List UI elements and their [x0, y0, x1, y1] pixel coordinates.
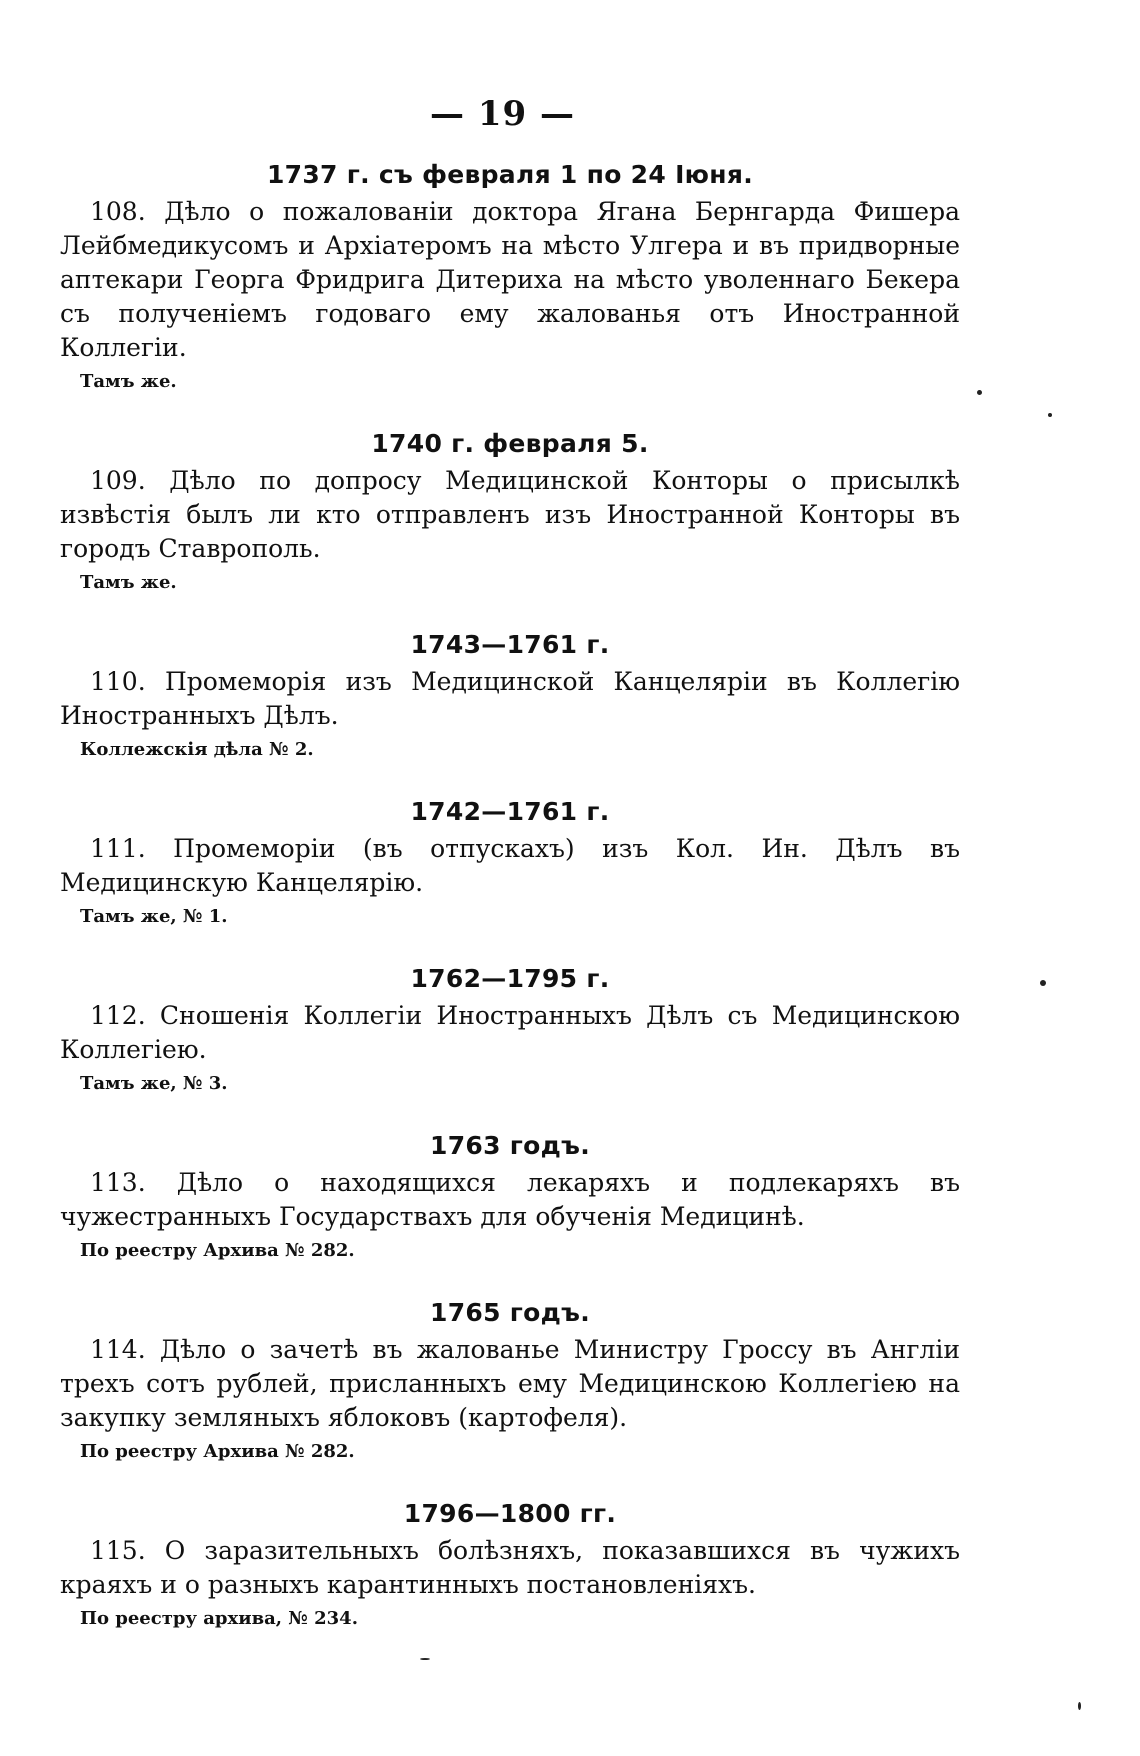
- entry-source: Тамъ же.: [80, 371, 177, 392]
- entry-date: 1763 годъ.: [430, 1131, 590, 1160]
- scan-speck: [1040, 980, 1046, 986]
- archive-entries: [60, 160, 960, 1666]
- entry-113: [60, 1131, 960, 1264]
- scan-speck: [1048, 413, 1052, 417]
- entry-date: 1737 г. съ февраля 1 по 24 Іюня.: [266, 160, 754, 189]
- entry-date: 1796—1800 гг.: [403, 1499, 617, 1528]
- scan-speck: [420, 1658, 430, 1660]
- scan-speck: [1078, 1702, 1081, 1710]
- entry-source: Тамъ же, № 3.: [80, 1073, 228, 1094]
- entry-text: 108. Дѣло о пожалованіи доктора Ягана Бернгарда Фишера Лейбмедикусомъ и Архіатеромъ на мѣсто Улгера и въ придворные аптекари Георга Фридрига Дитериха на мѣсто уволеннаго Бекера съ полученіемъ годоваго ему жалованья отъ Иностранной Коллегіи.: [60, 197, 960, 362]
- entry-date: 1740 г. февраля 5.: [371, 429, 649, 458]
- entry-date: 1762—1795 г.: [410, 964, 610, 993]
- entry-source: По реестру архива, № 234.: [80, 1608, 358, 1629]
- entry-112: [60, 964, 960, 1097]
- entry-110: [60, 630, 960, 763]
- entry-source: По реестру Архива № 282.: [80, 1441, 355, 1462]
- entry-text: 110. Промеморія изъ Медицинской Канцеляріи въ Коллегію Иностранныхъ Дѣлъ.: [60, 667, 960, 730]
- entry-date: 1743—1761 г.: [410, 630, 610, 659]
- entry-111: [60, 797, 960, 930]
- entry-source: По реестру Архива № 282.: [80, 1240, 355, 1261]
- entry-115: [60, 1499, 960, 1632]
- entry-109: [60, 429, 960, 596]
- entry-source: Тамъ же.: [80, 572, 177, 593]
- entry-text: 113. Дѣло о находящихся лекаряхъ и подлекаряхъ въ чужестранныхъ Государствахъ для обученія Медицинѣ.: [60, 1168, 960, 1231]
- entry-source: Коллежскія дѣла № 2.: [80, 739, 314, 760]
- entry-text: 112. Сношенія Коллегіи Иностранныхъ Дѣлъ съ Медицинскою Коллегіею.: [60, 1001, 960, 1064]
- entry-text: 109. Дѣло по допросу Медицинской Конторы о присылкѣ извѣстія былъ ли кто отправленъ изъ Иностранной Конторы въ городъ Ставрополь.: [60, 466, 960, 563]
- entry-114: [60, 1298, 960, 1465]
- entry-source: Тамъ же, № 1.: [80, 906, 228, 927]
- entry-text: 115. О заразительныхъ болѣзняхъ, показавшихся въ чужихъ краяхъ и о разныхъ карантинныхъ постановленіяхъ.: [60, 1536, 960, 1599]
- entry-108: [60, 160, 960, 395]
- page-number: — 19 —: [430, 94, 575, 134]
- scan-speck: [977, 390, 982, 395]
- entry-date: 1765 годъ.: [430, 1298, 590, 1327]
- entry-date: 1742—1761 г.: [410, 797, 610, 826]
- entry-text: 111. Промеморіи (въ отпускахъ) изъ Кол. Ин. Дѣлъ въ Медицинскую Канцелярію.: [60, 834, 960, 897]
- entry-text: 114. Дѣло о зачетѣ въ жалованье Министру Гроссу въ Англіи трехъ сотъ рублей, присланныхъ ему Медицинскою Коллегіею на закупку земляныхъ яблоковъ (картофеля).: [60, 1335, 960, 1432]
